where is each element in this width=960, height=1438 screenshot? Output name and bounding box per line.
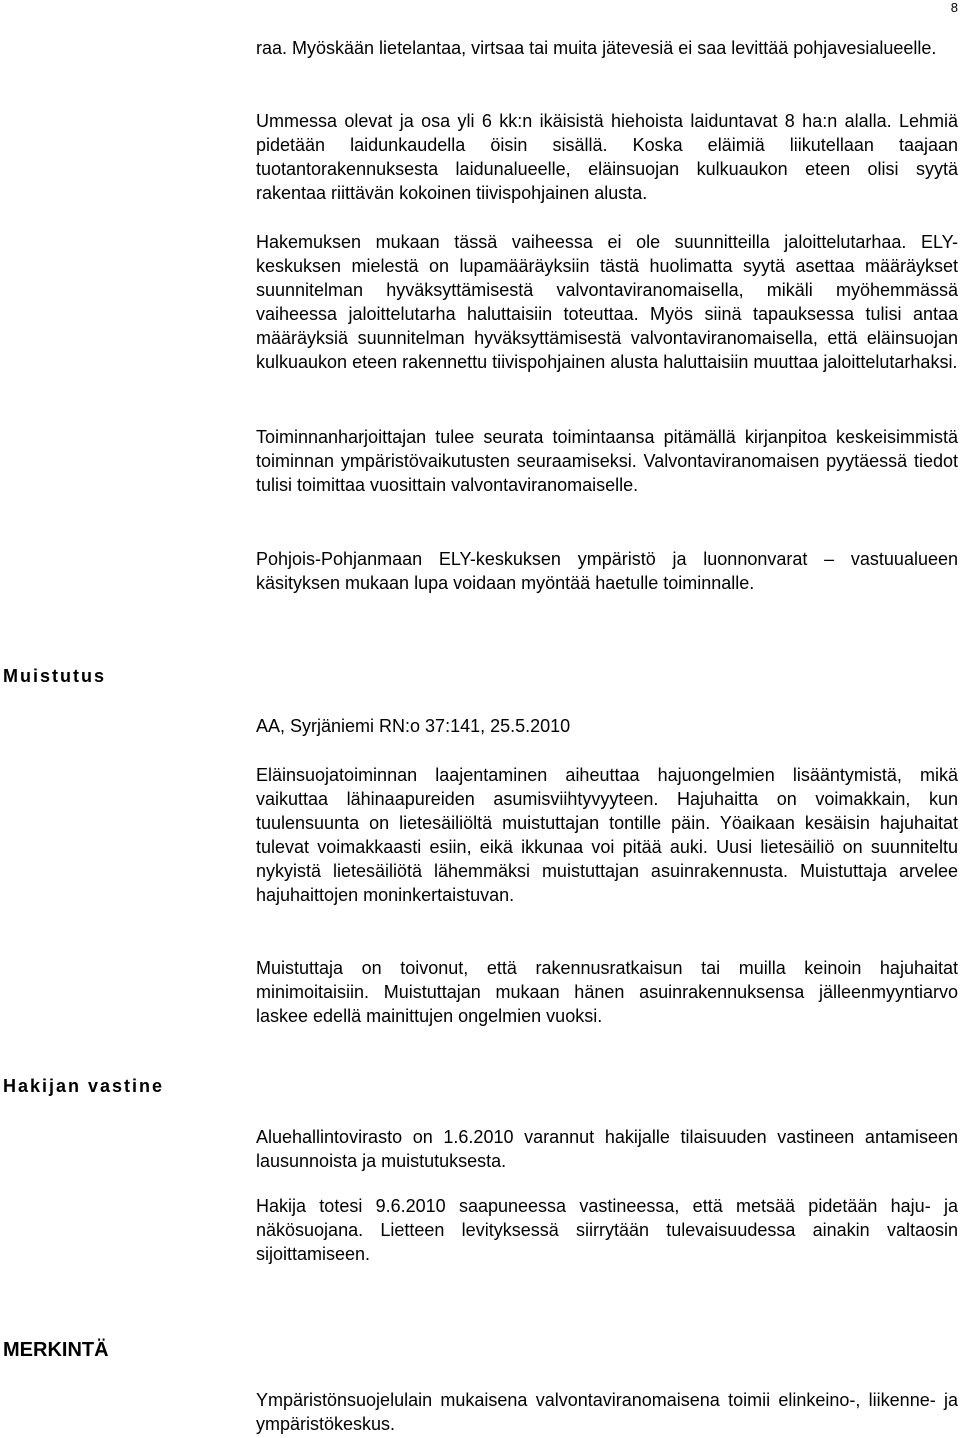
paragraph-exercise-yard: Hakemuksen mukaan tässä vaiheessa ei ole suunnitteilla jaloittelutarhaa. ELY-keskuksen mielestä on lupamääräyksiin tästä huolimatta syytä asettaa määräykset suunnitelman hyväksyttämisestä valvontaviranomaisella, mikäli myöhemmässä vaiheessa jaloittelutarha haluttaisiin toteuttaa. Myös siinä tapauksessa tulisi antaa määräyksiä suunnitelman hyväksyttämisestä valvontaviranomaisella, että eläinsuojan kulkuaukon eteen rakennettu tiivispohjainen alusta haluttaisiin muuttaa jaloittelutarhaksi. (256, 232, 958, 373)
vastine-paragraph-1: Aluehallintovirasto on 1.6.2010 varannut hakijalle tilaisuuden vastineen antamiseen lausunnoista ja muistutuksesta. (256, 1127, 958, 1172)
section-heading-hakijan-vastine: Hakijan vastine (3, 1076, 165, 1096)
muistutus-paragraph-1: Eläinsuojatoiminnan laajentaminen aiheuttaa hajuongelmien lisääntymistä, mikä vaikuttaa lähinaapureiden asumisviihtyvyyteen. Hajuhaitta on voimakkain, kun tuulensuunta on lietesäiliöltä muistuttajan tontille päin. Yöaikaan kesäisin hajuhaitat tulevat voimakkaasti esiin, eikä ikkunaa voi pitää auki. Uusi lietesäiliö on suunniteltu nykyistä lietesäiliötä lähemmäksi muistuttajan asuinrakennusta. Muistuttaja arvelee hajuhaittojen moninkertaistuvan. (256, 765, 958, 906)
paragraph-bookkeeping: Toiminnanharjoittajan tulee seurata toimintaansa pitämällä kirjanpitoa keskeisimmistä toiminnan ympäristövaikutusten seuraamiseksi. Valvontaviranomaisen pyytäessä tiedot tulisi toimittaa vuosittain valvontaviranomaiselle. (256, 427, 958, 496)
muistutus-paragraph-2: Muistuttaja on toivonut, että rakennusratkaisun tai muilla keinoin hajuhaitat minimoitaisiin. Muistuttajan mukaan hänen asuinrakennuksensa jälleenmyyntiarvo laskee edellä mainittujen ongelmien vuoksi. (256, 958, 958, 1027)
page-number: 8 (950, 0, 958, 15)
paragraph-intro: raa. Myöskään lietelantaa, virtsaa tai muita jätevesiä ei saa levittää pohjavesialueelle. (256, 38, 937, 58)
section-heading-muistutus: Muistutus (3, 666, 106, 686)
merkinta-paragraph: Ympäristönsuojelulain mukaisena valvontaviranomaisena toimii elinkeino-, liikenne- ja ympäristökeskus. (256, 1390, 958, 1435)
vastine-paragraph-2: Hakija totesi 9.6.2010 saapuneessa vastineessa, että metsää pidetään haju- ja näkösuojana. Lietteen levityksessä siirrytään tulevaisuudessa ainakin valtaosin sijoittamiseen. (256, 1196, 958, 1265)
paragraph-ely-conclusion: Pohjois-Pohjanmaan ELY-keskuksen ympäristö ja luonnonvarat – vastuualueen käsityksen mukaan lupa voidaan myöntää haetulle toiminnalle. (256, 549, 958, 594)
muistutus-reference: AA, Syrjäniemi RN:o 37:141, 25.5.2010 (256, 716, 571, 736)
paragraph-grazing: Ummessa olevat ja osa yli 6 kk:n ikäisistä hiehoista laiduntavat 8 ha:n alalla. Lehmiä pidetään laidunkaudella öisin sisällä. Koska eläimiä liikutellaan taajaan tuotantorakennuksesta laidunalueelle, eläinsuojan kulkuaukon eteen olisi syytä rakentaa riittävän kokoinen tiivispohjainen alusta. (256, 111, 958, 204)
section-heading-merkinta: MERKINTÄ (3, 1339, 109, 1361)
